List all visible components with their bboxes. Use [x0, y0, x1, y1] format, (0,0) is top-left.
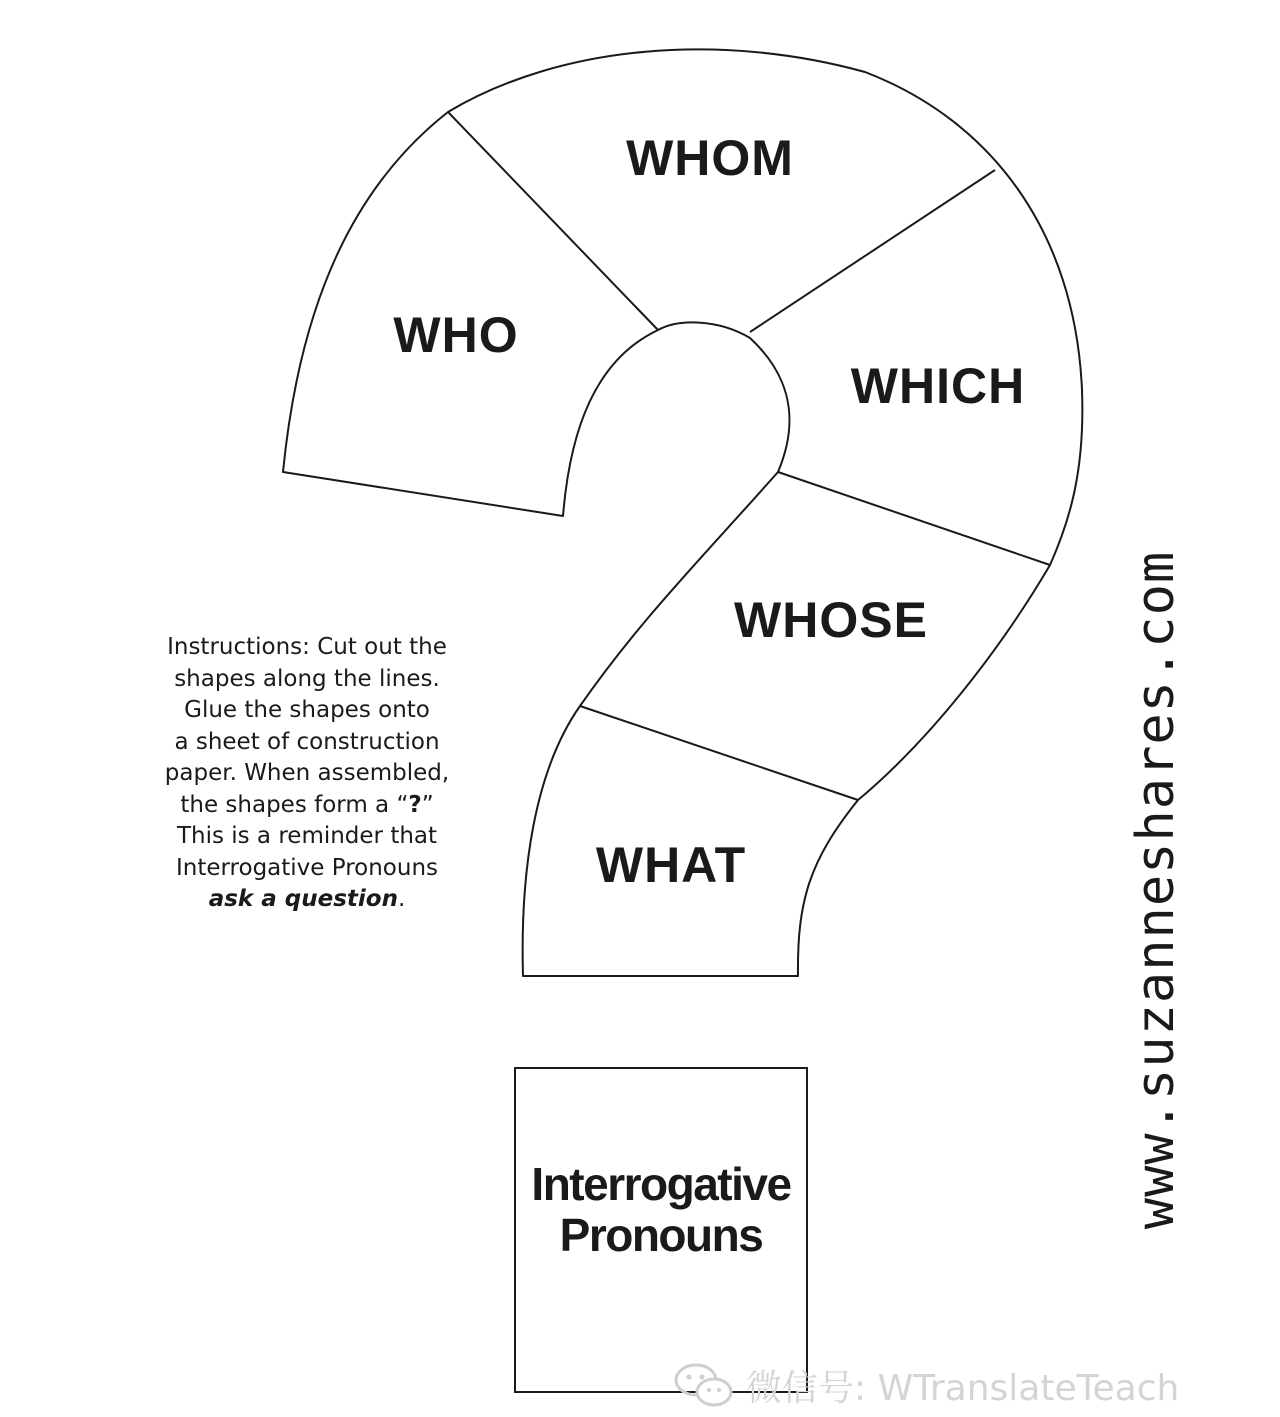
instructions-prefix: the shapes form a “ — [180, 791, 409, 818]
instructions-text — [137, 632, 477, 916]
instructions-line: Interrogative Pronouns — [175, 854, 439, 881]
title-line-1: Interrogative — [531, 1158, 791, 1210]
title-line-2: Pronouns — [559, 1209, 763, 1261]
watermark — [672, 1360, 1272, 1410]
title-text — [516, 1159, 806, 1261]
website-url: www.suzanneshares.com — [1126, 550, 1186, 1230]
instructions-line: paper. When assembled, — [164, 760, 450, 786]
piece-whose-label: WHOSE — [734, 592, 928, 648]
wechat-icon — [672, 1360, 736, 1410]
watermark-text: 微信号: WTranslateTeach — [746, 1367, 1180, 1409]
emphasis-text: ask a question — [208, 886, 398, 912]
instructions-line: Glue the shapes onto — [184, 697, 430, 723]
instructions-line: Instructions: Cut out the — [167, 634, 447, 660]
piece-whom-label: WHOM — [626, 130, 794, 186]
instructions-suffix: ” — [421, 791, 434, 818]
piece-what-label: WHAT — [595, 837, 747, 893]
title-box — [514, 1067, 808, 1393]
piece-who-label: WHO — [393, 307, 519, 363]
instructions-line-emphasis — [137, 884, 477, 916]
instructions-line: a sheet of construction — [174, 728, 440, 755]
instructions-line: This is a reminder that — [176, 823, 438, 849]
instructions-line-shape — [137, 790, 477, 822]
instructions-line: shapes along the lines. — [174, 665, 440, 692]
piece-which-label: WHICH — [850, 358, 1026, 414]
question-mark-glyph: ? — [408, 791, 422, 818]
instructions-period: . — [397, 886, 406, 912]
